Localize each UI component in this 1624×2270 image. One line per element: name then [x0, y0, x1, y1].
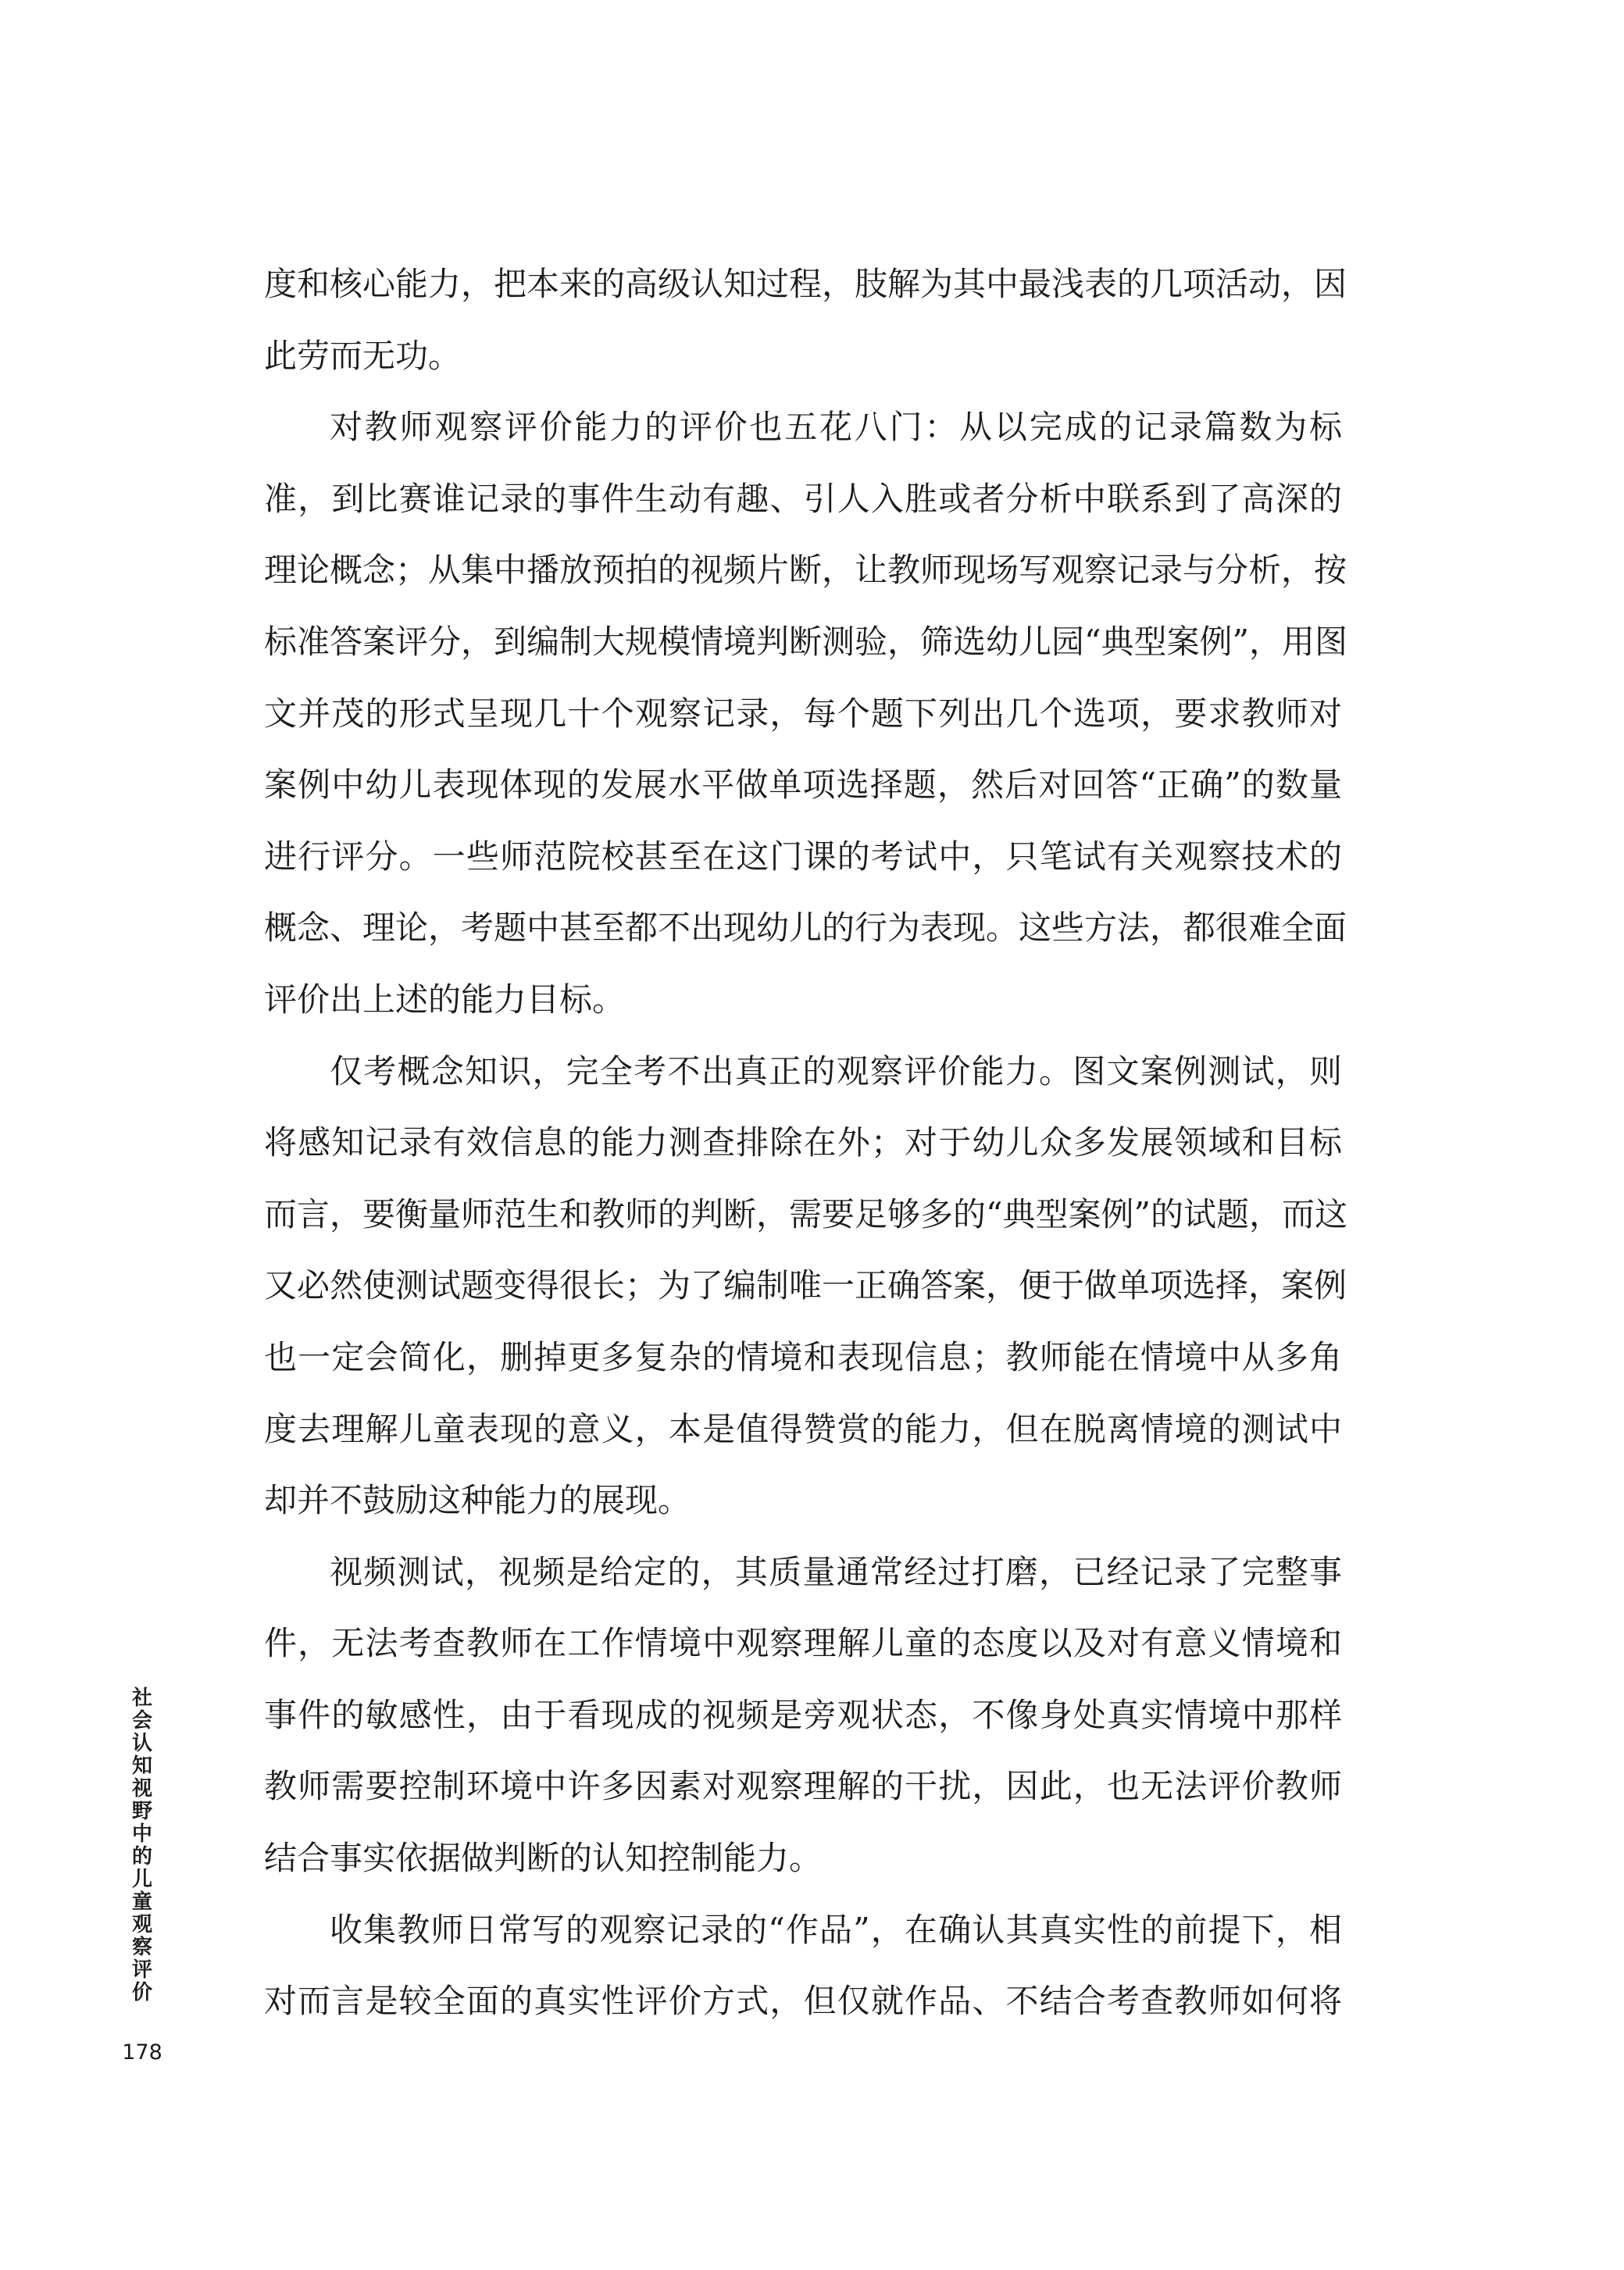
text-line: 概念、理论，考题中甚至都不出现幼儿的行为表现。这些方法，都很难全面 — [264, 908, 1347, 948]
body-text — [264, 248, 1347, 2037]
text-line: 仅考概念知识，完全考不出真正的观察评价能力。图文案例测试，则 — [330, 1051, 1342, 1090]
text-line: 收集教师日常写的观察记录的“作品”，在确认其真实性的前提下，相 — [330, 1910, 1342, 1949]
text-line: 度去理解儿童表现的意义，本是值得赞赏的能力，但在脱离情境的测试中 — [264, 1409, 1342, 1448]
text-line: 又必然使测试题变得很长；为了编制唯一正确答案，便于做单项选择，案例 — [264, 1266, 1347, 1305]
text-line: 标准答案评分，到编制大规模情境判断测验，筛选幼儿园“典型案例”，用图 — [264, 622, 1347, 661]
text-line: 结合事实依据做判断的认知控制能力。 — [264, 1839, 823, 1878]
text-line: 对教师观察评价能力的评价也五花八门：从以完成的记录篇数为标 — [330, 408, 1342, 447]
text-line: 视频测试，视频是给定的，其质量通常经过打磨，已经记录了完整事 — [330, 1552, 1342, 1591]
text-line: 评价出上述的能力目标。 — [264, 980, 626, 1019]
text-line: 而言，要衡量师范生和教师的判断，需要足够多的“典型案例”的试题，而这 — [264, 1194, 1347, 1233]
text-line: 也一定会简化，删掉更多复杂的情境和表现信息；教师能在情境中从多角 — [264, 1337, 1342, 1376]
text-line: 教师需要控制环境中许多因素对观察理解的干扰，因此，也无法评价教师 — [264, 1767, 1342, 1806]
text-line: 却并不鼓励这种能力的展现。 — [264, 1481, 691, 1520]
text-line: 对而言是较全面的真实性评价方式，但仅就作品、不结合考查教师如何将 — [264, 1982, 1342, 2021]
text-line: 案例中幼儿表现体现的发展水平做单项选择题，然后对回答“正确”的数量 — [264, 766, 1342, 805]
text-line: 此劳而无功。 — [264, 336, 462, 375]
text-line: 进行评分。一些师范院校甚至在这门课的考试中，只笔试有关观察技术的 — [264, 837, 1342, 876]
text-line: 度和核心能力，把本来的高级认知过程，肢解为其中最浅表的几项活动，因 — [264, 265, 1347, 303]
text-line: 将感知记录有效信息的能力测查排除在外；对于幼儿众多发展领域和目标 — [264, 1123, 1342, 1162]
text-line: 件，无法考查教师在工作情境中观察理解儿童的态度以及对有意义情境和 — [264, 1624, 1342, 1663]
page-number: 178 — [122, 2040, 162, 2065]
text-line: 事件的敏感性，由于看现成的视频是旁观状态，不像身处真实情境中那样 — [264, 1695, 1342, 1734]
running-head-book-title: 社会认知视野中的儿童观察评价 — [131, 1686, 152, 2004]
text-line: 准，到比赛谁记录的事件生动有趣、引人入胜或者分析中联系到了高深的 — [264, 479, 1342, 518]
text-line: 文并茂的形式呈现几十个观察记录，每个题下列出几个选项，要求教师对 — [264, 694, 1342, 733]
text-line: 理论概念；从集中播放预拍的视频片断，让教师现场写观察记录与分析，按 — [264, 551, 1347, 590]
